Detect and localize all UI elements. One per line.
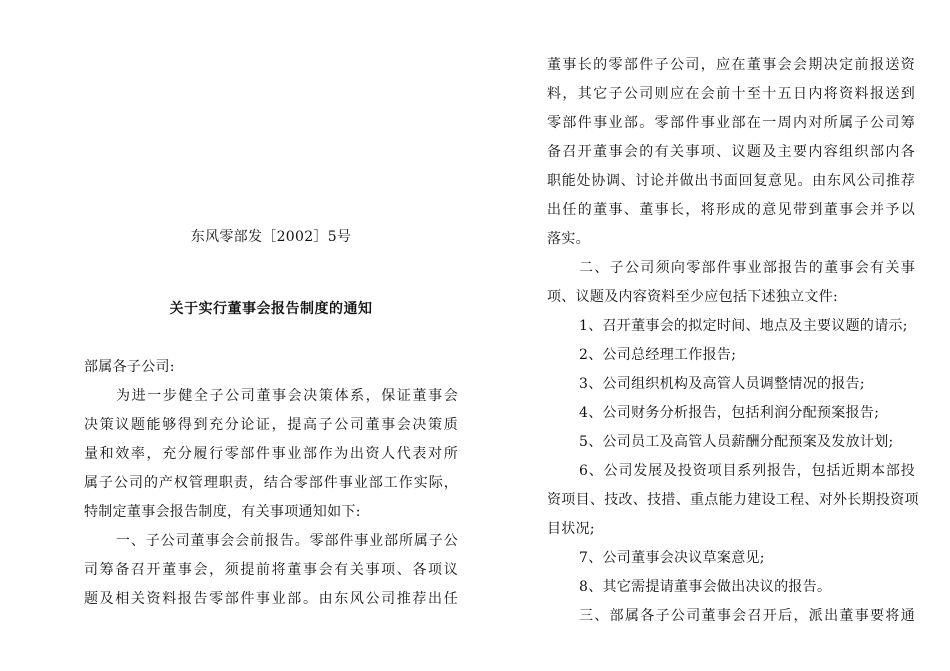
list-item: 6、公司发展及投资项目系列报告，包括近期本部投 <box>579 463 915 479</box>
section-heading-line: 三、部属各子公司董事会召开后，派出董事要将通 <box>579 608 915 624</box>
paragraph-line: 料，其它子公司则应在会前十至十五日内将资料报送到 <box>547 86 915 102</box>
list-item: 2、公司总经理工作报告; <box>579 347 737 363</box>
paragraph-line: 落实。 <box>547 231 590 247</box>
list-item-continuation: 资项目、技改、技措、重点能力建设工程、对外长期投资项 <box>547 492 919 508</box>
list-item: 8、其它需提请董事会做出决议的报告。 <box>579 579 832 595</box>
paragraph-line: 决策议题能够得到充分论证，提高子公司董事会决策质 <box>84 417 458 433</box>
paragraph-line: 一、子公司董事会会前报告。零部件事业部所属子公 <box>116 533 458 549</box>
paragraph-line: 零部件事业部。零部件事业部在一周内对所属子公司筹 <box>547 115 915 131</box>
paragraph-line: 司筹备召开董事会，须提前将董事会有关事项、各项议 <box>84 562 458 578</box>
paragraph-line: 项、议题及内容资料至少应包括下述独立文件: <box>547 289 839 305</box>
paragraph-line: 备召开董事会的有关事项、议题及主要内容组织部内各 <box>547 144 915 160</box>
paragraph-line: 出任的董事、董事长，将形成的意见带到董事会并予以 <box>547 202 915 218</box>
list-item: 1、召开董事会的拟定时间、地点及主要议题的请示; <box>579 318 908 334</box>
list-item: 4、公司财务分析报告，包括利润分配预案报告; <box>579 405 880 421</box>
list-item: 3、公司组织机构及高管人员调整情况的报告; <box>579 376 865 392</box>
section-heading-line: 二、子公司须向零部件事业部报告的董事会有关事 <box>579 260 915 276</box>
paragraph-line: 属子公司的产权管理职责，结合零部件事业部工作实际， <box>84 475 458 491</box>
document-title: 关于实行董事会报告制度的通知 <box>169 301 373 317</box>
paragraph-line: 董事长的零部件子公司，应在董事会会期决定前报送资 <box>547 57 915 73</box>
list-item: 7、公司董事会决议草案意见; <box>579 550 765 566</box>
paragraph-line: 题及相关资料报告零部件事业部。由东风公司推荐出任 <box>84 591 458 607</box>
document-number: 东风零部发［2002］5号 <box>190 229 352 245</box>
paragraph-line: 为进一步健全子公司董事会决策体系，保证董事会 <box>116 388 458 404</box>
paragraph-line: 职能处协调、讨论并做出书面回复意见。由东风公司推荐 <box>547 173 915 189</box>
salutation: 部属各子公司: <box>84 359 175 375</box>
list-item-continuation: 目状况; <box>547 521 595 537</box>
paragraph-line: 量和效率，充分履行零部件事业部作为出资人代表对所 <box>84 446 458 462</box>
paragraph-line: 特制定董事会报告制度，有关事项通知如下: <box>84 504 361 520</box>
list-item: 5、公司员工及高管人员薪酬分配预案及发放计划; <box>579 434 894 450</box>
